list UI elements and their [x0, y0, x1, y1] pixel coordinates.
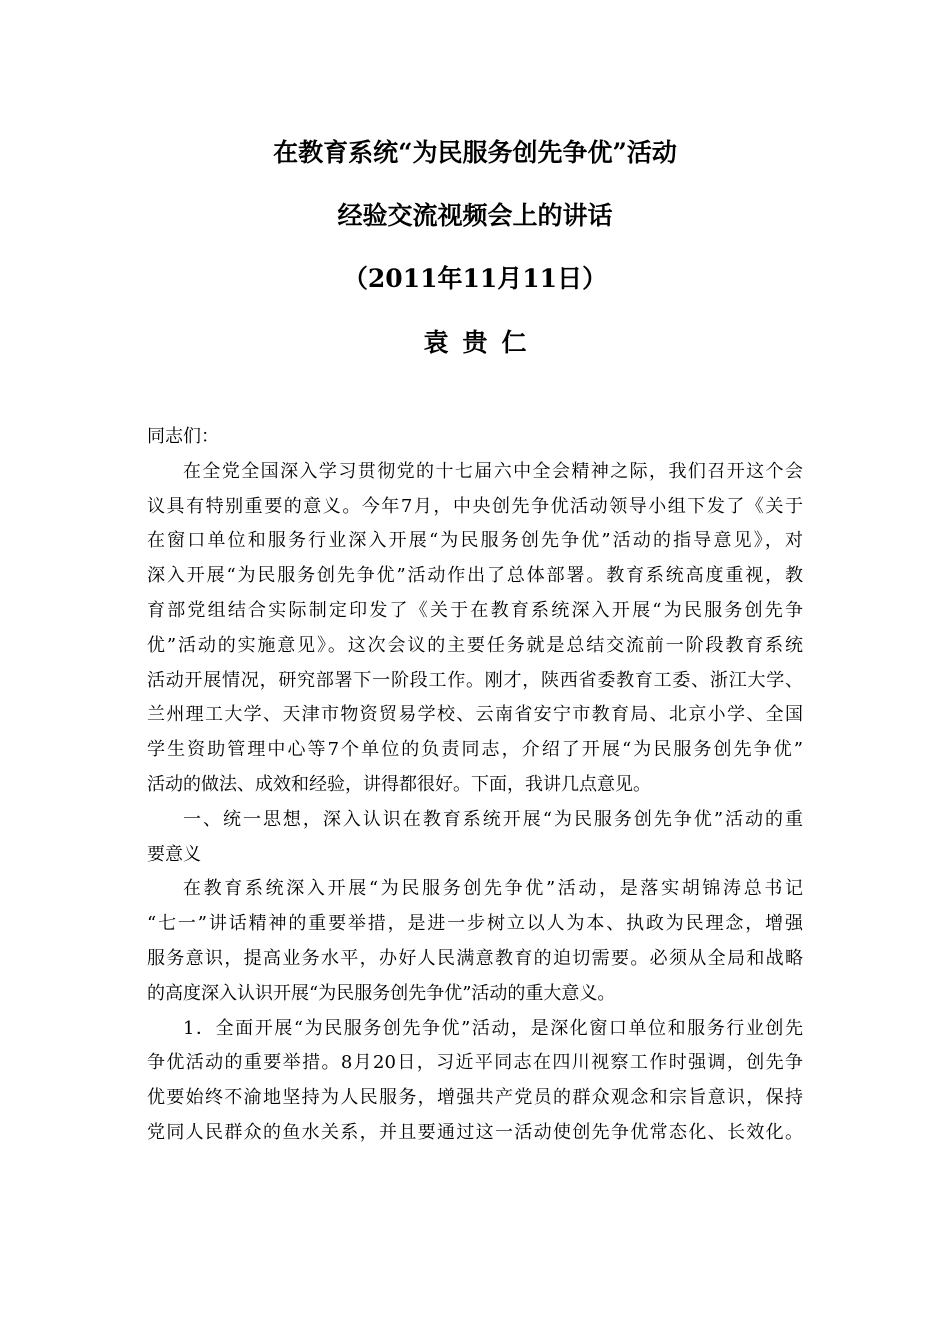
body-line: 1．全面开展“为民服务创先争优”活动，是深化窗口单位和服务行业创先	[183, 1017, 803, 1039]
body-line: 在教育系统深入开展“为民服务创先争优”活动，是落实胡锦涛总书记	[183, 878, 803, 900]
body-line: 深入开展“为民服务创先争优”活动作出了总体部署。教育系统高度重视，教	[147, 565, 803, 587]
document-body	[147, 420, 803, 1151]
body-line: 的高度深入认识开展“为民服务创先争优”活动的重大意义。	[147, 982, 616, 1004]
body-line: 争优活动的重要举措。8月20日，习近平同志在四川视察工作时强调，创先争	[147, 1052, 803, 1074]
body-line: 议具有特别重要的意义。今年7月，中央创先争优活动领导小组下发了《关于	[147, 495, 803, 517]
body-line: 在窗口单位和服务行业深入开展“为民服务创先争优”活动的指导意见》，对	[147, 530, 803, 552]
document-title-line-2: 经验交流视频会上的讲话	[337, 201, 613, 230]
body-line: 兰州理工大学、天津市物资贸易学校、云南省安宁市教育局、北京小学、全国	[147, 704, 803, 726]
body-line: 学生资助管理中心等7个单位的负责同志，介绍了开展“为民服务创先争优”	[147, 739, 803, 761]
body-line: 活动开展情况，研究部署下一阶段工作。刚才，陕西省委教育工委、浙江大学、	[147, 669, 803, 691]
body-line: 优”活动的实施意见》。这次会议的主要任务就是总结交流前一阶段教育系统	[147, 634, 803, 656]
body-line: 育部党组结合实际制定印发了《关于在教育系统深入开展“为民服务创先争	[147, 599, 803, 621]
body-line: 服务意识，提高业务水平，办好人民满意教育的迫切需要。必须从全局和战略	[147, 947, 803, 969]
body-line: 党同人民群众的鱼水关系，并且要通过这一活动使创先争优常态化、长效化。	[147, 1121, 803, 1143]
salutation: 同志们：	[147, 426, 219, 447]
document-title-line-1: 在教育系统“为民服务创先争优”活动	[273, 138, 677, 167]
document-author: 袁贵仁	[423, 328, 541, 357]
section-heading-line: 一、统一思想，深入认识在教育系统开展“为民服务创先争优”活动的重	[183, 808, 803, 830]
document-date: （2011年11月11日）	[342, 264, 608, 293]
body-line: 优要始终不渝地坚持为人民服务，增强共产党员的群众观念和宗旨意识，保持	[147, 1087, 803, 1109]
body-line: 在全党全国深入学习贯彻党的十七届六中全会精神之际，我们召开这个会	[183, 460, 803, 482]
body-line: “七一”讲话精神的重要举措，是进一步树立以人为本、执政为民理念，增强	[147, 913, 803, 935]
body-line: 活动的做法、成效和经验，讲得都很好。下面，我讲几点意见。	[147, 773, 651, 795]
section-heading-line: 要意义	[147, 843, 201, 865]
